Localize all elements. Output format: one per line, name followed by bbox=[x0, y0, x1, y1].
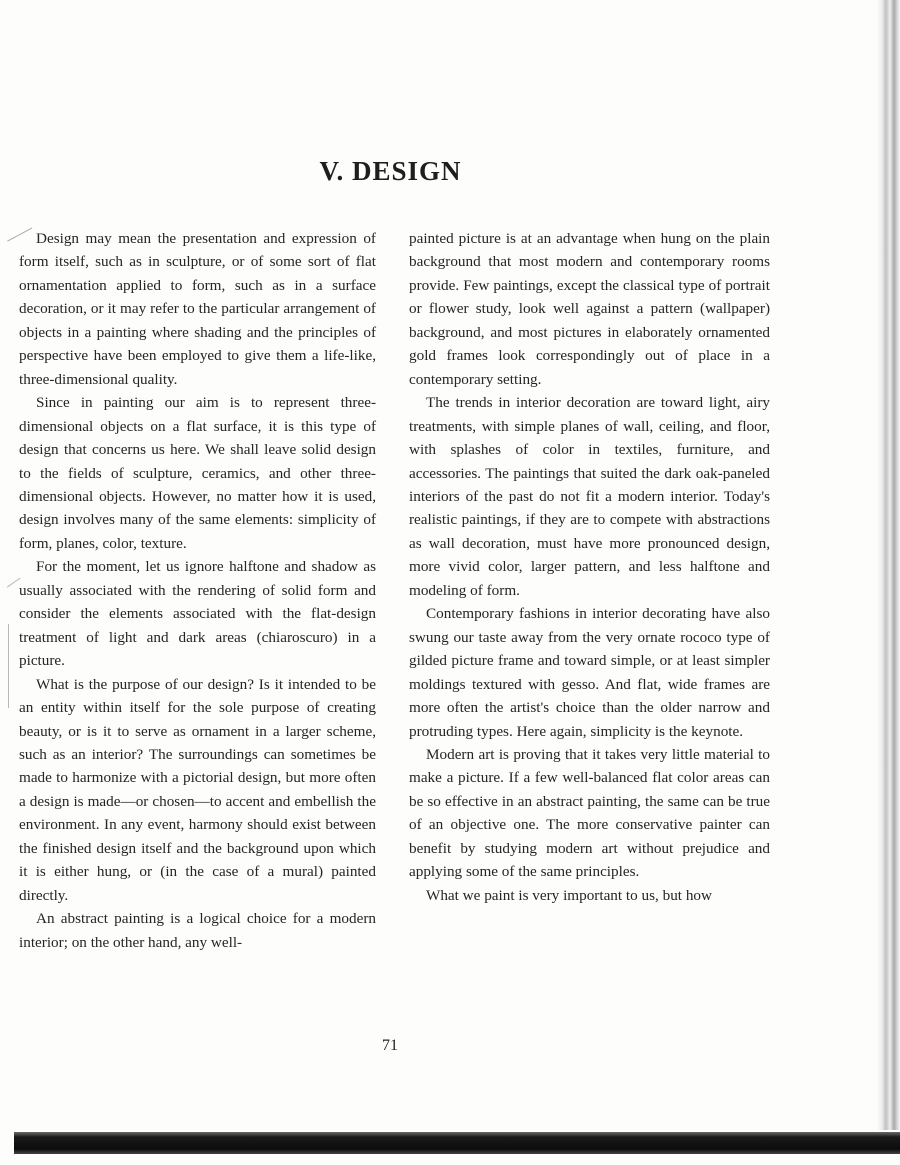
left-paragraph-5: An abstract painting is a logical choice for a modern interior; on the other hand, any well- bbox=[19, 910, 376, 951]
page-number: 71 bbox=[382, 1037, 398, 1054]
right-paragraph-2: The trends in interior decoration are toward light, airy treatments, with simple planes of wall, ceiling, and floor, with splashes of color in textiles, furniture, and accessories. The paintings that suited the dark oak-paneled interiors of the past do not fit a modern interior. Today's realistic paintings, if they are to compete with abstractions as wall decoration, must have more pronounced design, more vivid color, larger pattern, and less halftone and modeling of form. bbox=[409, 394, 770, 599]
right-paragraph-1: painted picture is at an advantage when hung on the plain background that most modern and contemporary rooms provide. Few paintings, except the classical type of portrait or flower study, look well against a pattern (wallpaper) background, and most pictures in elaborately ornamented gold frames look correspondingly out of place in a contemporary setting. bbox=[409, 230, 770, 388]
left-paragraph-1: Design may mean the presentation and expression of form itself, such as in sculpture, or of some sort of flat ornamentation applied to form, such as in a surface decoration, or it may refer to the particular arrangement of objects in a painting where shading and the principles of perspective have been employed to give them a life-like, three-dimensional quality. bbox=[19, 230, 376, 388]
right-paragraph-3: Contemporary fashions in interior decorating have also swung our taste away from the very ornate rococo type of gilded picture frame and toward simple, or at least simpler moldings textured with gesso. And flat, wide frames are more often the artist's choice than the older narrow and protruding types. Here again, simplicity is the keynote. bbox=[409, 605, 770, 740]
left-paragraph-4: What is the purpose of our design? Is it intended to be an entity within itself for the sole purpose of creating beauty, or is it to serve as ornament in a larger scheme, such as an interior? The surroundings can sometimes be made to harmonize with a pictorial design, but more often a design is made—or chosen—to accent and embellish the environment. In any event, harmony should exist between the finished design itself and the background upon which it is either hung, or (in the case of a mural) painted directly. bbox=[19, 675, 376, 904]
page-edge-shadow bbox=[876, 0, 900, 1130]
right-paragraph-5: What we paint is very important to us, but how bbox=[426, 886, 712, 904]
left-paragraph-3: For the moment, let us ignore halftone and shadow as usually associated with the rendering of solid form and consider the elements associated with the flat-design treatment of light and dark areas (chiaroscuro) in a picture. bbox=[19, 558, 376, 670]
left-column bbox=[19, 227, 376, 954]
right-column bbox=[409, 227, 770, 907]
right-paragraph-4: Modern art is proving that it takes very little material to make a picture. If a few well-balanced flat color areas can be so effective in an abstract painting, the same can be true of an objective one. The more conservative painter can benefit by studying modern art without prejudice and applying some of the same principles. bbox=[409, 745, 770, 881]
margin-bracket-mark bbox=[8, 624, 10, 708]
scan-bottom-edge bbox=[14, 1132, 900, 1154]
left-paragraph-2: Since in painting our aim is to represent three-dimensional objects on a flat surface, it is this type of design that concerns us here. We shall leave solid design to the fields of sculpture, ceramics, and other three-dimensional objects. However, no matter how it is used, design involves many of the same elements: simplicity of form, planes, color, texture. bbox=[19, 394, 376, 552]
chapter-title: V. DESIGN bbox=[319, 156, 462, 187]
